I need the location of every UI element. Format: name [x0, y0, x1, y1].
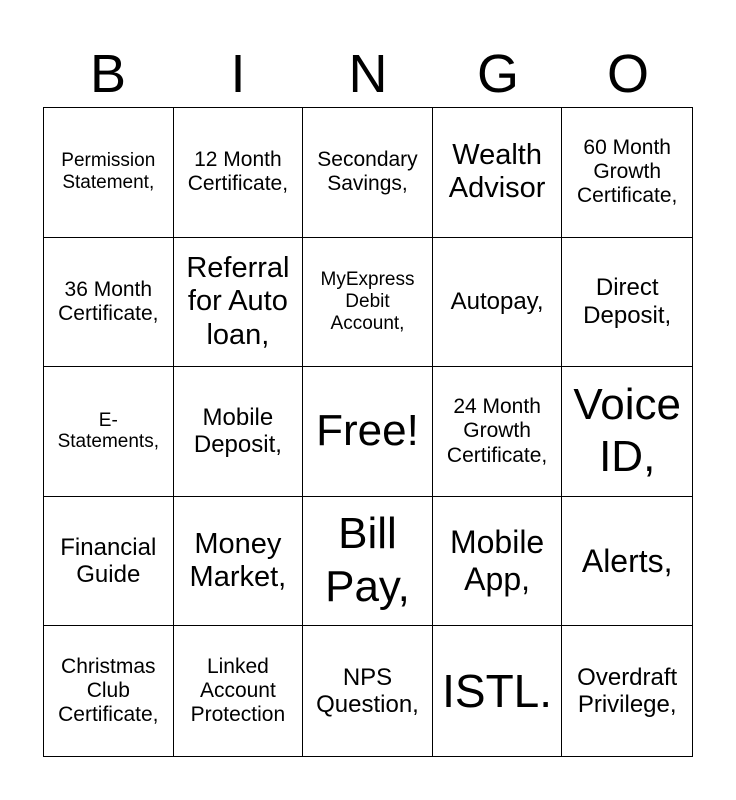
bingo-cell[interactable]	[303, 497, 433, 627]
bingo-cell[interactable]	[433, 497, 563, 627]
free-space-cell[interactable]	[303, 367, 433, 497]
bingo-cell[interactable]	[44, 497, 174, 627]
cell-text: Autopay,	[450, 288, 544, 316]
bingo-cell[interactable]	[562, 626, 692, 756]
cell-text: Voice ID,	[573, 379, 682, 482]
bingo-cell[interactable]	[174, 367, 304, 497]
bingo-header	[43, 40, 693, 108]
cell-text: Financial Guide	[60, 533, 157, 589]
free-space-text: Free!	[316, 406, 419, 456]
cell-text: ISTL.	[442, 664, 553, 717]
cell-text: Christmas Club Certificate,	[58, 654, 159, 727]
bingo-cell[interactable]	[433, 626, 563, 756]
cell-text: Money Market,	[189, 527, 287, 594]
bingo-cell[interactable]	[562, 497, 692, 627]
cell-text: Linked Account Protection	[190, 654, 286, 727]
cell-text: NPS Question,	[316, 663, 419, 719]
bingo-cell[interactable]	[433, 367, 563, 497]
header-letter-i: I	[230, 44, 246, 104]
cell-text: MyExpress Debit Account,	[320, 269, 415, 334]
bingo-cell[interactable]	[562, 238, 692, 368]
header-letter-o: O	[606, 44, 649, 104]
bingo-cell[interactable]	[174, 108, 304, 238]
bingo-cell[interactable]	[174, 626, 304, 756]
bingo-cell[interactable]	[303, 238, 433, 368]
cell-text: 12 Month Certificate,	[187, 148, 289, 196]
bingo-cell[interactable]	[303, 626, 433, 756]
cell-text: Overdraft Privilege,	[577, 663, 678, 719]
bingo-cell[interactable]	[433, 108, 563, 238]
bingo-cell[interactable]	[44, 108, 174, 238]
bingo-cell[interactable]	[562, 108, 692, 238]
bingo-cell[interactable]	[433, 238, 563, 368]
cell-text: Direct Deposit,	[583, 274, 672, 329]
cell-text: 60 Month Growth Certificate,	[577, 136, 678, 208]
cell-text: 36 Month Certificate,	[58, 277, 159, 325]
header-letter-n: N	[348, 44, 388, 104]
cell-text: Mobile App,	[449, 524, 545, 598]
header-letter-g: G	[476, 44, 519, 104]
bingo-cell[interactable]	[174, 238, 304, 368]
bingo-board	[43, 107, 693, 757]
bingo-cell[interactable]	[44, 238, 174, 368]
cell-text: Permission Statement,	[61, 150, 156, 194]
header-letter-b: B	[89, 44, 127, 104]
bingo-cell[interactable]	[562, 367, 692, 497]
cell-text: Mobile Deposit,	[193, 403, 282, 459]
bingo-cell[interactable]	[303, 108, 433, 238]
cell-text: Wealth Advisor	[448, 138, 546, 205]
cell-text: Referral for Auto loan,	[186, 251, 290, 351]
cell-text: Alerts,	[581, 542, 673, 579]
cell-text: 24 Month Growth Certificate,	[446, 395, 548, 467]
bingo-cell[interactable]	[44, 626, 174, 756]
bingo-cell[interactable]	[174, 497, 304, 627]
cell-text: Bill Pay,	[325, 509, 410, 612]
cell-text: E- Statements,	[57, 409, 159, 453]
cell-text: Secondary Savings,	[317, 148, 418, 196]
bingo-cell[interactable]	[44, 367, 174, 497]
